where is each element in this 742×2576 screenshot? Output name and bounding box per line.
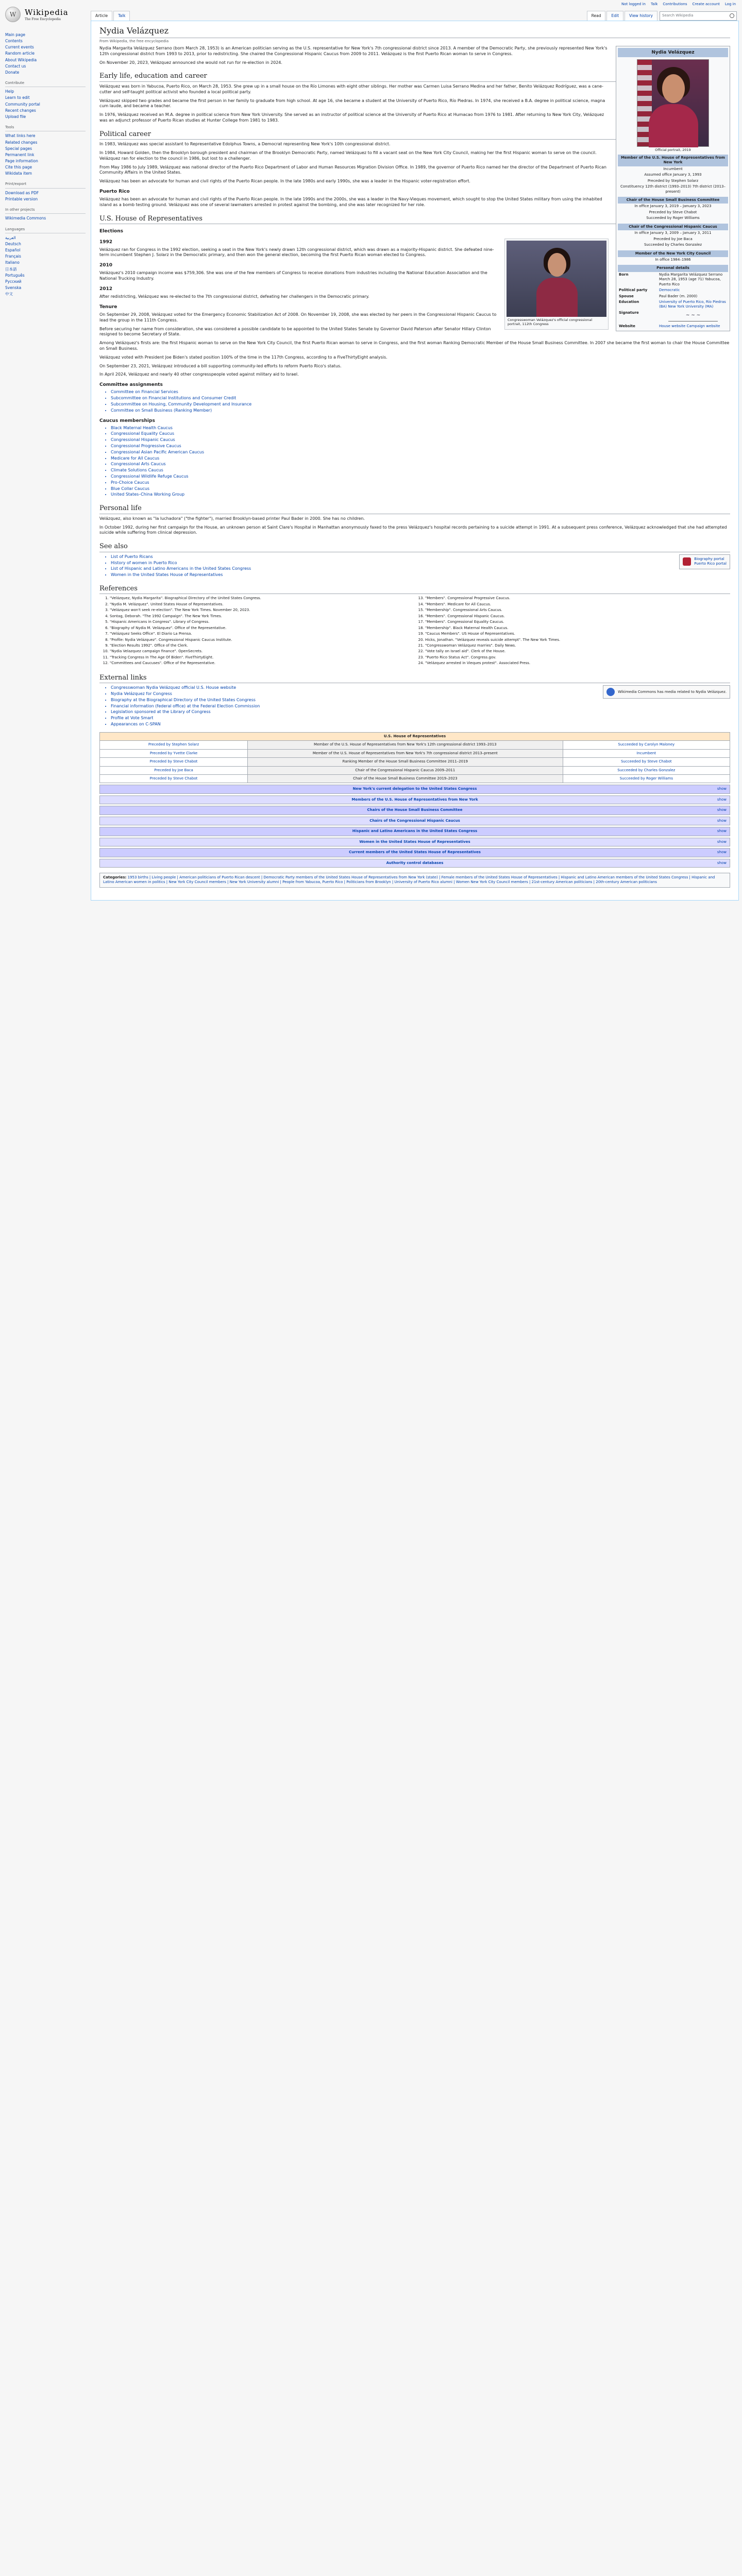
page-title: Nydia Velázquez (99, 25, 730, 38)
paragraph: Velázquez voted with President Joe Biden's stated position 100% of the time in the 117th Congress, according to a FiveThirtyEight analysis. (99, 354, 387, 360)
see-also-item[interactable]: • History of women in Puerto Rico (111, 561, 730, 566)
signature-image[interactable]: ~ ~ ~ (668, 312, 718, 321)
navbox-show-toggle[interactable]: show (717, 850, 727, 855)
caucus-item[interactable]: • United States–China Working Group (111, 492, 730, 498)
see-also-item[interactable]: • List of Hispanic and Latino Americans in the United States Congress (111, 566, 730, 572)
paragraph: Velázquez's 2010 campaign income was $759,306. She was one of the few members of Congress to receive donations from industries including the National Education Association and the National Trucking Industry. (99, 270, 487, 281)
reference-item[interactable]: 22. "Vote tally on Israel aid". Clerk of the House. (425, 649, 730, 654)
commons-icon (606, 688, 615, 696)
succession-succeeded[interactable]: Incumbent (563, 749, 730, 757)
succession-office[interactable]: Chair of the Congressional Hispanic Caucus 2009–2011 (248, 766, 563, 774)
navbox-show-toggle[interactable]: show (717, 797, 727, 802)
infobox-row-party (618, 287, 728, 293)
paragraph: Velázquez, also known as "la luchadora" ("the fighter"), married Brooklyn-based printer Paul Bader in 2000. She has no children. (99, 516, 365, 521)
portrait-face (662, 74, 685, 103)
paragraph: Velázquez was born in Yabucoa, Puerto Rico, on March 28, 1953. She grew up in a small house on the Río Limones with eight other siblings. Her mother was Carmen Luisa Serrano Medina and her father, Benito Velázquez Rodríguez, was a cane-cutter and self-taught political activist who founded a local political party. (99, 83, 603, 94)
language-link[interactable]: Русский (5, 279, 22, 284)
sidebar-link[interactable]: Help (5, 89, 14, 94)
infobox-cell: In office January 3, 2019 – January 3, 2023 (634, 204, 712, 209)
section-heading-references: References (99, 584, 730, 595)
language-link[interactable]: Deutsch (5, 242, 21, 247)
infobox-row-website (618, 324, 728, 329)
sidebar-link[interactable]: Download as PDF (5, 190, 39, 195)
navbox-title-text[interactable]: New York's current delegation to the United States Congress (352, 787, 477, 791)
navbox (99, 838, 730, 846)
caucus-item[interactable]: • Congressional Asian Pacific American Caucus (111, 450, 730, 455)
committee-item[interactable]: • Committee on Financial Services (111, 389, 730, 395)
paragraph: Velázquez ran for Congress in the 1992 election, seeking a seat in the New York's newly drawn 12th congressional district, which was drawn as a majority-Hispanic district. She defeated nine-term incumbent Stephen J. Solarz in the Democratic primary, and then won the general election, becoming the first Puerto Rican woman elected to Congress. (99, 247, 494, 258)
paragraph: On September 29, 2008, Velázquez voted for the Emergency Economic Stabilization Act of 2008. On November 19, 2008, she was elected by her peers in the Congressional Hispanic Caucus to lead the group in the 111th Congress. (99, 312, 497, 323)
sidebar-link[interactable]: Page information (5, 158, 38, 163)
sidebar-link[interactable]: Wikidata item (5, 171, 32, 176)
navbox (99, 859, 730, 868)
paragraph: On September 23, 2021, Velázquez introduced a bill supporting community-led efforts to reform Puerto Rico's status. (99, 363, 342, 368)
infobox-value[interactable]: University of Puerto Rico, Río Piedras (BA) New York University (MA) (659, 300, 726, 309)
language-link[interactable]: 中文 (5, 292, 13, 297)
sidebar-link[interactable]: Contents (5, 39, 23, 44)
infobox-section[interactable]: Member of the New York City Council (618, 250, 728, 257)
infobox-row-signature (618, 310, 728, 324)
infobox-value: Paul Bader (m. 2000) (659, 294, 698, 298)
categories-list[interactable]: 1953 births | Living people | American politicians of Puerto Rican descent | Democratic Party members of the United States House of Representatives from New York (state) | Female members of the United States House of Representatives | Hispanic and Latino American members of the United States Congress | Hispanic and Latino American women in politics | New York City Council members | New York University alumni | People from Yabucoa, Puerto Rico | Politicians from Brooklyn | University of Puerto Rico alumni | Women New York City Council members | 21st-century American politicians | 20th-century American politicians (103, 875, 715, 885)
reference-item[interactable]: 20. Hicks, Jonathan. "Velázquez reveals suicide attempt". The New York Times. (425, 638, 730, 642)
sidebar-link[interactable]: Main page (5, 32, 26, 37)
category-links (99, 873, 730, 888)
committee-list (107, 389, 730, 413)
paragraph: Before securing her name from consideration, she was considered a possible candidate to be appointed to the United States Senate by Governor David Paterson after Senator Hillary Clinton resigned to become Secretary of State. (99, 326, 491, 337)
sidebar-heading: Tools (5, 125, 86, 131)
language-link[interactable]: Svenska (5, 285, 22, 290)
commons-text[interactable]: Wikimedia Commons has media related to Nydia Velázquez. (618, 689, 727, 694)
user-link[interactable]: Talk (650, 2, 658, 6)
reference-item[interactable]: 14. "Members". Medicare for All Caucus. (425, 602, 730, 607)
navbox-title-text[interactable]: Women in the United States House of Representatives (359, 839, 470, 844)
congressional-portrait-thumb[interactable] (504, 239, 609, 330)
namespace-tab[interactable]: Article (91, 11, 112, 21)
infobox-row-born (618, 272, 728, 287)
infobox-value[interactable]: Democratic (659, 288, 680, 293)
committee-item[interactable]: • Committee on Small Business (Ranking Member) (111, 408, 730, 414)
infobox-key: Born (619, 272, 629, 277)
navbox-title-text[interactable]: Chairs of the House Small Business Committee (367, 808, 463, 812)
caucus-item[interactable]: • Blue Collar Caucus (111, 486, 730, 492)
sidebar-link[interactable]: Upload file (5, 114, 26, 119)
portrait-image[interactable] (637, 59, 709, 147)
navbox-title-text[interactable]: Current members of the United States House of Representatives (349, 850, 481, 855)
navbox (99, 817, 730, 825)
infobox-cell[interactable]: Preceded by Joe Baca (653, 236, 693, 241)
sidebar-projects (5, 208, 86, 222)
infobox-cell[interactable]: Succeeded by Roger Williams (646, 216, 700, 221)
reference-item[interactable]: 10. "Nydia Velazquez campaign finance". OpenSecrets. (110, 649, 415, 654)
navbox-title (100, 827, 730, 835)
navbox-show-toggle[interactable]: show (717, 808, 727, 812)
sidebar-link[interactable]: Permanent link (5, 152, 35, 157)
paragraph: In 1984, Howard Golden, then the Brooklyn borough president and chairman of the Brooklyn Democratic Party, named Velázquez to fill a vacant seat on the New York City Council, making her the first Hispanic woman to serve on the council. Velázquez ran for election to the council in 1986, but lost to a challenger. (99, 150, 597, 161)
navbox-title (100, 785, 730, 793)
sidebar-link[interactable]: Cite this page (5, 165, 32, 170)
sidebar-link[interactable]: Related changes (5, 140, 38, 145)
search-placeholder: Search Wikipedia (662, 13, 694, 18)
infobox-section[interactable]: Chair of the Congressional Hispanic Caucus (618, 224, 728, 230)
wikipedia-logo[interactable] (5, 4, 86, 25)
section-heading-early-life: Early life, education and career (99, 72, 730, 82)
infobox (616, 46, 730, 331)
thumb-caption: Congresswoman Velázquez's official congressional portrait, 112th Congress (508, 317, 593, 327)
infobox-key: Website (619, 324, 635, 328)
navbox-title (100, 849, 730, 856)
infobox-cell: Assumed office January 3, 1993 (644, 173, 702, 177)
sidebar-heading: Print/export (5, 182, 86, 188)
portal-icon (683, 557, 691, 566)
sidebar-link[interactable]: Contact us (5, 63, 26, 69)
search-icon[interactable] (730, 13, 734, 18)
subsection-heading-1992: 1992 (99, 239, 113, 245)
user-link[interactable]: Log in (724, 2, 736, 6)
sidebar-link[interactable]: About Wikipedia (5, 57, 37, 62)
view-tools (587, 11, 737, 21)
paragraph: In April 2024, Velázquez and nearly 40 other congresspeople voted against military aid to Israel. (99, 372, 299, 377)
reference-item[interactable]: 23. "Puerto Rico Status Act". Congress.gov. (425, 655, 730, 660)
paragraph: In 1976, Velázquez received an M.A. degree in political science from New York University. She served as an instructor of political science at the University of Puerto Rico at Humacao from 1976 to 1981. After returning to New York City, Velázquez was an adjunct professor of Puerto Rican studies at Hunter College from 1981 to 1983. (99, 112, 604, 123)
reference-item[interactable]: 24. "Velázquez arrested in Vieques protest". Associated Press. (425, 661, 730, 666)
infobox-key: Signature (619, 310, 639, 315)
sidebar-link[interactable]: Special pages (5, 146, 32, 151)
sidebar-link[interactable]: Learn to edit (5, 95, 30, 100)
see-also-item[interactable]: • Women in the United States House of Representatives (111, 572, 730, 578)
paragraph: Velázquez has been an advocate for human and civil rights of the Puerto Rican people. In the late 1990s and the 2000s, she was a leader in the Navy-Vieques movement, which sought to stop the United States military from using the inhabited island as a bomb testing ground. Velázquez was one of several lawmakers arrested in protest against the bombing, and she was later recognized for her role. (99, 197, 602, 208)
language-link[interactable]: Português (5, 273, 25, 278)
external-link[interactable]: • Nydia Velázquez for Congress (111, 691, 730, 697)
sidebar-contribute (5, 81, 86, 120)
section-heading-external-links: External links (99, 673, 730, 684)
language-link[interactable]: 日本語 (5, 266, 17, 272)
infobox-cell[interactable]: Preceded by Steve Chabot (649, 210, 697, 214)
reference-item[interactable]: 16. "Members". Congressional Hispanic Caucus. (425, 614, 730, 619)
caucus-item[interactable]: • Congressional Equality Caucus (111, 431, 730, 437)
succession-table (99, 732, 730, 784)
navbox-title (100, 838, 730, 846)
infobox-section[interactable]: Chair of the House Small Business Committee (618, 197, 728, 204)
reference-item[interactable]: 15. "Membership". Congressional Arts Caucus. (425, 608, 730, 613)
reference-item[interactable]: 8. "Profile: Nydia Velázquez". Congressional Hispanic Caucus Institute. (110, 638, 415, 642)
caucus-item[interactable]: • Climate Solutions Caucus (111, 468, 730, 473)
logo-wordmark: Wikipedia (25, 7, 69, 17)
navbox-title-text[interactable]: Authority control databases (386, 860, 444, 865)
infobox-cell[interactable]: Preceded by Stephen Solarz (647, 178, 699, 183)
navbox-title (100, 859, 730, 867)
commons-box[interactable] (603, 685, 730, 699)
succession-preceded[interactable]: Preceded by Steve Chabot (100, 758, 248, 766)
external-link[interactable]: • Congresswoman Nydia Velázquez official U.S. House website (111, 685, 730, 691)
infobox-title: Nydia Velázquez (618, 48, 728, 57)
namespace-tab[interactable]: Talk (113, 11, 130, 21)
succession-preceded[interactable]: Preceded by Stephen Solarz (100, 741, 248, 749)
language-link[interactable]: العربية (5, 235, 16, 240)
caucus-item[interactable]: • Medicare for All Caucus (111, 456, 730, 462)
subsection-heading-tenure: Tenure (99, 304, 117, 310)
caucus-item[interactable]: • Congressional Arts Caucus (111, 462, 730, 467)
succession-row (100, 766, 730, 774)
view-tab[interactable]: Edit (606, 11, 623, 21)
external-link[interactable]: • Financial information (federal office) at the Federal Election Commission (111, 704, 730, 709)
subsection-heading-puerto-rico: Puerto Rico (99, 189, 130, 195)
caucus-item[interactable]: • Congressional Hispanic Caucus (111, 437, 730, 443)
sidebar-languages (5, 227, 86, 298)
infobox-value[interactable]: House website Campaign website (659, 324, 720, 328)
sidebar-heading: Languages (5, 227, 86, 233)
succession-preceded[interactable]: Preceded by Joe Baca (100, 766, 248, 774)
external-link[interactable]: • Profile at Vote Smart (111, 716, 730, 721)
view-tab[interactable]: View history (625, 11, 657, 21)
paragraph: In October 1992, during her first campaign for the House, an unknown person at Saint Clare's Hospital in Manhattan anonymously faxed to the press Velázquez's hospital records pertaining to a suicide attempt in 1991. At a subsequent press conference, Velázquez acknowledged that she had attempted suicide while suffering from clinical depression. (99, 524, 727, 535)
sidebar-link[interactable]: Random article (5, 51, 35, 56)
sidebar-link[interactable]: What links here (5, 133, 36, 139)
reference-item[interactable]: 6. "Biography of Nydia M. Velázquez". Office of the Representative. (110, 626, 415, 631)
reference-item[interactable]: 13. "Members". Congressional Progressive Caucus. (425, 596, 730, 601)
caucus-item[interactable]: • Pro-Choice Caucus (111, 480, 730, 486)
user-link[interactable]: Not logged in (621, 2, 646, 6)
caucus-list (107, 426, 730, 498)
namespace-tabs (91, 11, 130, 21)
language-link[interactable]: Español (5, 248, 21, 253)
navbox-title (100, 817, 730, 825)
reference-item[interactable]: 9. "Election Results 1992". Office of the Clerk. (110, 643, 415, 648)
reference-item[interactable]: 21. "Congresswoman Velázquez marries". Daily News. (425, 643, 730, 648)
infobox-value: Nydia Margarita Velázquez Serrano March 28, 1953 (age 71) Yabucoa, Puerto Rico (659, 272, 723, 286)
reference-item[interactable]: 7. "Velázquez Seeks Office". El Diario La Prensa. (110, 632, 415, 636)
external-link[interactable]: • Appearances on C-SPAN (111, 722, 730, 727)
reference-item[interactable]: 5. "Hispanic Americans in Congress". Library of Congress. (110, 620, 415, 624)
infobox-caption: Official portrait, 2019 (655, 148, 691, 152)
paragraph: Nydia Margarita Velázquez Serrano (born March 28, 1953) is an American politician serving as the U.S. representative for New York's 7th congressional district since 2013. A member of the Democratic Party, she previously represented New York's 12th congressional district from 1993 to 2013, prior to redistricting. She chaired the Congressional Hispanic Caucus from 2009 to 2011. Velázquez is the first Puerto Rican woman to serve in Congress. (99, 46, 608, 56)
sidebar-print (5, 182, 86, 202)
infobox-row-education (618, 299, 728, 310)
paragraph: After redistricting, Velázquez was re-elected to the 7th congressional district, defeating her challengers in the Democratic primary. (99, 294, 369, 299)
navbox-title (100, 796, 730, 804)
infobox-row-spouse (618, 294, 728, 299)
succession-office[interactable]: Member of the U.S. House of Representatives from New York's 12th congressional district 1993–2013 (248, 741, 563, 749)
sidebar-link[interactable]: Printable version (5, 196, 38, 201)
user-link[interactable]: Contributions (663, 2, 687, 6)
navbox-show-toggle[interactable]: show (717, 829, 727, 834)
language-link[interactable]: Italiano (5, 260, 20, 265)
caucus-item[interactable]: • Black Maternal Health Caucus (111, 426, 730, 431)
subsection-heading-2012: 2012 (99, 286, 113, 292)
infobox-cell[interactable]: Succeeded by Charles Gonzalez (644, 243, 702, 247)
wikipedia-globe-icon (5, 7, 21, 22)
reference-item[interactable]: 4. Sontag, Deborah. "The 1992 Campaign". The New York Times. (110, 614, 415, 619)
reference-item[interactable]: 2. "Nydia M. Velázquez". United States House of Representatives. (110, 602, 415, 607)
succession-succeeded[interactable]: Succeeded by Carolyn Maloney (563, 741, 730, 749)
top-bar (91, 0, 742, 21)
sidebar-link[interactable]: Donate (5, 70, 20, 75)
section-heading-political-career: Political career (99, 130, 730, 140)
caucus-item[interactable]: • Congressional Wildlife Refuge Caucus (111, 474, 730, 480)
biography-portal-link[interactable]: Biography portal (694, 556, 724, 561)
succession-row (100, 775, 730, 783)
sidebar-link[interactable]: Current events (5, 45, 34, 50)
reference-item[interactable]: 19. "Caucus Members". US House of Representatives. (425, 632, 730, 636)
navbox-title-text[interactable]: Hispanic and Latino Americans in the United States Congress (352, 829, 478, 834)
navbox-title (100, 806, 730, 814)
navbox-title-text[interactable]: Members of the U.S. House of Representatives from New York (351, 797, 478, 802)
navbox-title-text[interactable]: Chairs of the Congressional Hispanic Caucus (369, 818, 460, 823)
sidebar-link[interactable]: Wikimedia Commons (5, 216, 46, 221)
reference-item[interactable]: 12. "Committees and Caucuses". Office of the Representative. (110, 661, 415, 666)
portrait-face (548, 253, 566, 277)
sidebar-link[interactable]: Community portal (5, 101, 40, 107)
portal-box[interactable] (679, 554, 730, 569)
section-heading-see-also: See also (99, 542, 730, 552)
sidebar (0, 0, 91, 307)
search-input[interactable] (660, 11, 737, 21)
infobox-cell: In office January 3, 2009 – January 3, 2011 (634, 231, 712, 235)
infobox-section[interactable]: Member of the U.S. House of Representatives from New York (618, 155, 728, 166)
paragraph: From May 1986 to July 1989, Velázquez was national director of the Puerto Rico Department of Labor and Human Resources Migration Division Office. In 1989, the governor of Puerto Rico named her the director of the Department of Puerto Rican Community Affairs in the United States. (99, 164, 607, 175)
subsection-heading-caucus: Caucus memberships (99, 418, 155, 423)
caucus-item[interactable]: • Congressional Progressive Caucus (111, 444, 730, 449)
reference-list (99, 596, 730, 667)
infobox-cell: In office 1984–1986 (655, 257, 691, 262)
succession-row (100, 749, 730, 757)
section-heading-personal-life: Personal life (99, 504, 730, 514)
infobox-cell[interactable]: Constituency 12th district (1993–2013) 7th district (2013–present) (620, 184, 726, 194)
paragraph: In 1983, Velázquez was special assistant to Representative Edolphus Towns, a Democrat representing New York's 10th congressional district. (99, 142, 391, 147)
infobox-key: Spouse (619, 294, 634, 298)
view-tab[interactable]: Read (587, 11, 606, 21)
succession-succeeded[interactable]: Succeeded by Charles Gonzalez (563, 766, 730, 774)
succession-row (100, 741, 730, 749)
sidebar-tools (5, 125, 86, 177)
navbox-show-toggle[interactable]: show (717, 839, 727, 844)
reference-item[interactable]: 17. "Members". Congressional Equality Caucus. (425, 620, 730, 624)
infobox-key: Political party (619, 288, 648, 293)
succession-header: U.S. House of Representatives (100, 732, 730, 740)
categories-label: Categories: (103, 875, 127, 879)
user-link[interactable]: Create account (692, 2, 720, 6)
succession-office[interactable]: Chair of the House Small Business Committee 2019–2023 (248, 775, 563, 783)
thumb-image[interactable] (507, 241, 606, 317)
see-also-item[interactable]: • List of Puerto Ricans (111, 554, 730, 560)
main-content (91, 21, 739, 901)
sidebar-navigation (5, 32, 86, 76)
reference-item[interactable]: 11. "Tracking Congress In The Age Of Biden". FiveThirtyEight. (110, 655, 415, 660)
reference-item[interactable]: 3. "Velázquez won't seek re-election". The New York Times. November 20, 2023. (110, 608, 415, 613)
language-link[interactable]: Français (5, 254, 21, 259)
committee-item[interactable]: • Subcommittee on Housing, Community Development and Insurance (111, 402, 730, 408)
navbox (99, 827, 730, 836)
succession-preceded[interactable]: Preceded by Yvette Clarke (100, 749, 248, 757)
see-also-list (107, 554, 730, 578)
site-sub: From Wikipedia, the free encyclopedia (99, 39, 169, 43)
puerto-rico-portal-link[interactable]: Puerto Rico portal (694, 562, 727, 566)
infobox-section: Personal details (618, 265, 728, 272)
succession-office[interactable]: Member of the U.S. House of Representatives from New York's 7th congressional district 2013–present (248, 749, 563, 757)
succession-preceded[interactable]: Preceded by Steve Chabot (100, 775, 248, 783)
paragraph: Velázquez skipped two grades and became the first person in her family to graduate from high school. At age 16, she became a student at the University of Puerto Rico, Río Piedras. In 1974, she received a B.A. degree in political science, magna cum laude, and became a teacher. (99, 98, 605, 109)
navbox-show-toggle[interactable]: show (717, 787, 727, 791)
infobox-key: Education (619, 300, 639, 304)
external-link[interactable]: • Legislation sponsored at the Library of Congress (111, 709, 730, 715)
reference-item[interactable]: 1. "Velázquez, Nydia Margarita". Biographical Directory of the United States Congress. (110, 596, 415, 601)
succession-row (100, 758, 730, 766)
navbox-show-toggle[interactable]: show (717, 818, 727, 823)
navbox-show-toggle[interactable]: show (717, 860, 727, 865)
reference-item[interactable]: 18. "Membership". Black Maternal Health Caucus. (425, 626, 730, 631)
portrait-body (536, 278, 578, 317)
portrait-body (649, 104, 698, 147)
infobox-cell: Incumbent (663, 166, 683, 171)
succession-succeeded[interactable]: Succeeded by Steve Chabot (563, 758, 730, 766)
sidebar-link[interactable]: Recent changes (5, 108, 36, 113)
succession-succeeded[interactable]: Succeeded by Roger Williams (563, 775, 730, 783)
committee-item[interactable]: • Subcommittee on Financial Institutions and Consumer Credit (111, 396, 730, 401)
navbox (99, 848, 730, 857)
sidebar-heading: Contribute (5, 81, 86, 87)
subsection-heading-2010: 2010 (99, 263, 113, 268)
navbox (99, 795, 730, 804)
navbox (99, 806, 730, 815)
paragraph: Velázquez has been an advocate for human and civil rights of the Puerto Rican people. In the late 1980s and early 1990s, she was a leader in the Hispanic voter-registration effort. (99, 179, 470, 184)
sidebar-heading: In other projects (5, 208, 86, 214)
navbox (99, 785, 730, 793)
section-heading-house: U.S. House of Representatives (99, 214, 730, 225)
subsection-heading-elections: Elections (99, 229, 124, 234)
succession-office[interactable]: Ranking Member of the House Small Business Committee 2011–2019 (248, 758, 563, 766)
paragraph: On November 20, 2023, Velázquez announced she would not run for re-election in 2024. (99, 60, 282, 65)
external-link[interactable]: • Biography at the Biographical Directory of the United States Congress (111, 698, 730, 703)
paragraph: Among Velázquez's firsts are: the first Hispanic woman to serve on the New York City Council, the first Puerto Rican woman to serve in Congress, and the first woman Ranking Democratic Member of the House Small Business Committee. In 2007 she became the first woman to chair the House Committee on Small Business. (99, 341, 730, 351)
subsection-heading-committees: Committee assignments (99, 382, 163, 388)
logo-tagline: The Free Encyclopedia (25, 18, 61, 22)
